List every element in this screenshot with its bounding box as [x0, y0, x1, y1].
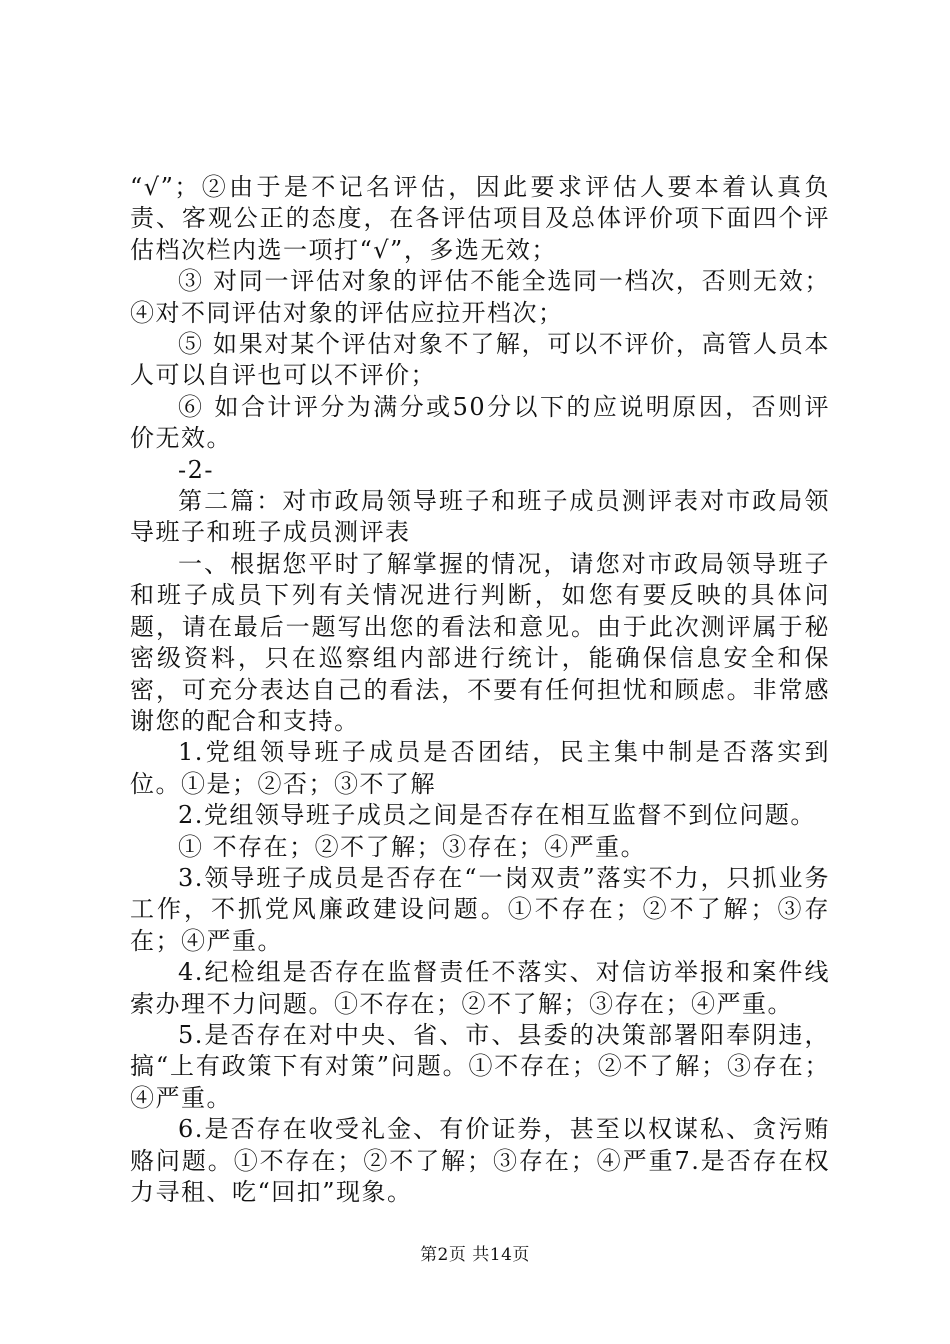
- paragraph-evaluation-rule-3: ③ 对同一评估对象的评估不能全选同一档次，否则无效；④对不同评估对象的评估应拉开档次；: [130, 267, 830, 327]
- paragraph-intro: 一、根据您平时了解掌握的情况，请您对市政局领导班子和班子成员下列有关情况进行判断，如您有要反映的具体问题，请在最后一题写出您的看法和意见。由于此次测评属于秘密级资料，只在巡察组内部进行统计，能确保信息安全和保密，可充分表达自己的看法，不要有任何担忧和顾虑。非常感谢您的配合和支持。: [130, 549, 830, 735]
- section-title: 第二篇：对市政局领导班子和班子成员测评表对市政局领导班子和班子成员测评表: [130, 487, 830, 547]
- document-body: [130, 172, 830, 1208]
- paragraph-evaluation-rule-2: “√”；②由于是不记名评估，因此要求评估人要本着认真负责、客观公正的态度，在各评估项目及总体评价项下面四个评估档次栏内选一项打“√”，多选无效；: [130, 173, 830, 264]
- question-5: 5.是否存在对中央、省、市、县委的决策部署阳奉阴违，搞“上有政策下有对策”问题。①不存在；②不了解；③存在；④严重。: [130, 1020, 830, 1112]
- question-2-options: ① 不存在；②不了解；③存在；④严重。: [178, 832, 647, 861]
- question-2: 2.党组领导班子成员之间是否存在相互监督不到位问题。: [178, 801, 816, 830]
- paragraph-evaluation-rule-5: ⑤ 如果对某个评估对象不了解，可以不评价，高管人员本人可以自评也可以不评价；: [130, 330, 830, 390]
- question-4: 4.纪检组是否存在监督责任不落实、对信访举报和案件线索办理不力问题。①不存在；②不了解；③存在；④严重。: [130, 958, 830, 1018]
- page-footer: 第2页 共14页: [420, 1245, 530, 1265]
- inline-page-marker: -2-: [178, 455, 214, 484]
- question-1: 1.党组领导班子成员是否团结，民主集中制是否落实到位。①是；②否；③不了解: [130, 738, 830, 798]
- paragraph-evaluation-rule-6: ⑥ 如合计评分为满分或50分以下的应说明原因，否则评价无效。: [130, 392, 830, 453]
- question-6-7: 6.是否存在收受礼金、有价证券，甚至以权谋私、贪污贿赂问题。①不存在；②不了解；③存在；④严重7.是否存在权力寻租、吃“回扣”现象。: [130, 1115, 830, 1206]
- question-3: 3.领导班子成员是否存在“一岗双责”落实不力，只抓业务工作，不抓党风廉政建设问题。①不存在；②不了解；③存在；④严重。: [130, 863, 830, 955]
